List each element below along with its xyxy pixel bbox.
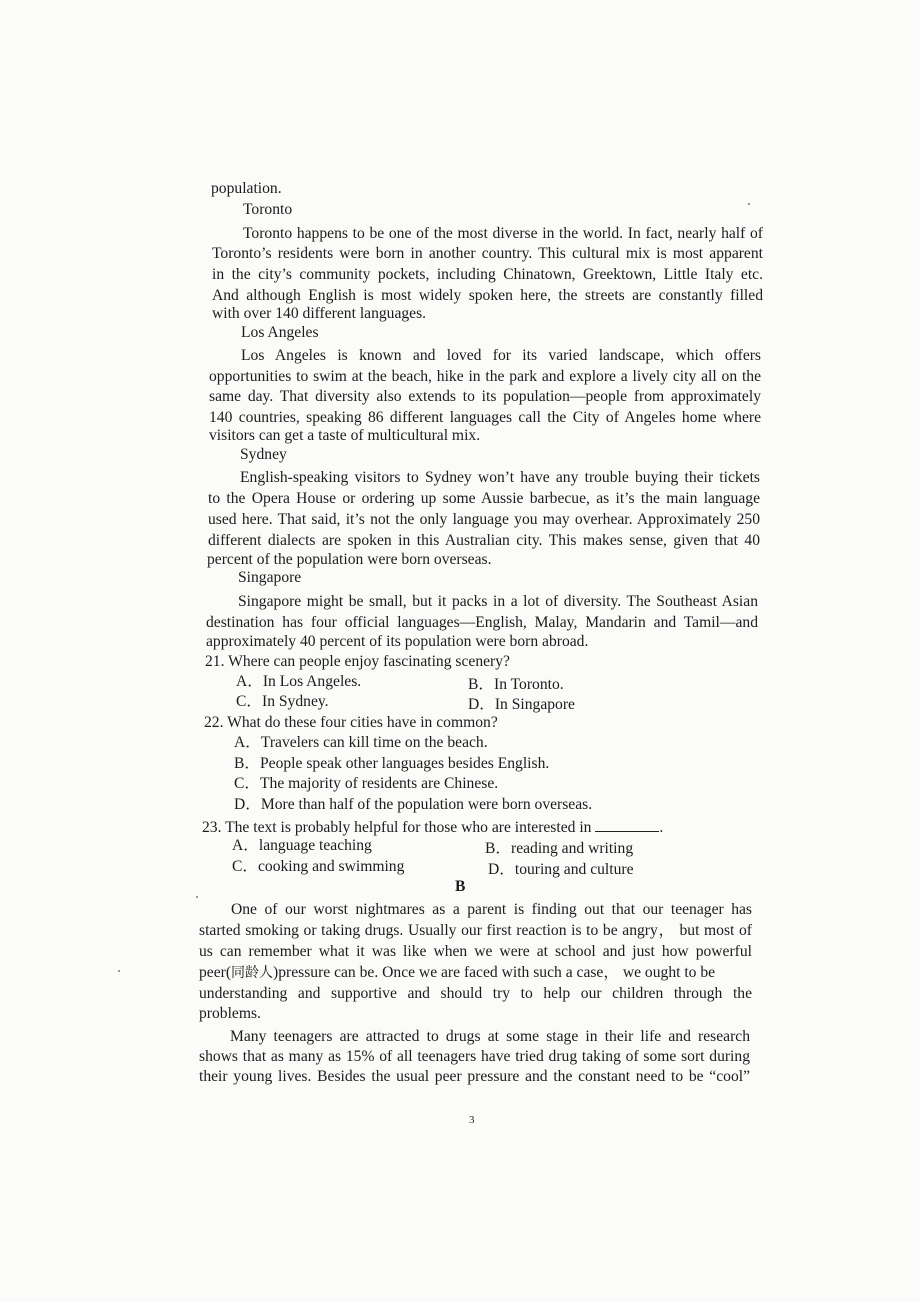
passage-b-p2-line-1: Many teenagers are attracted to drugs at some stage in their life and research	[230, 1028, 750, 1045]
q22-option-a: A．Travelers can kill time on the beach.	[234, 734, 488, 751]
la-line-1: Los Angeles is known and loved for its varied landscape, which offers	[241, 347, 761, 364]
q22-option-b: B．People speak other languages besides English.	[234, 755, 550, 772]
passage-b-p1-line-1: One of our worst nightmares as a parent is finding out that our teenager has	[231, 901, 752, 918]
question-21-stem: 21. Where can people enjoy fascinating scenery?	[205, 653, 510, 670]
sydney-line-1: English-speaking visitors to Sydney won’t have any trouble buying their tickets	[240, 469, 760, 486]
q22-option-d: D．More than half of the population were born overseas.	[234, 796, 593, 813]
city-heading-singapore: Singapore	[238, 569, 302, 586]
scan-speck	[118, 970, 120, 972]
q21-option-d: D．In Singapore	[468, 696, 575, 713]
scan-speck	[748, 203, 750, 205]
singapore-line-2: destination has four official languages—English, Malay, Mandarin and Tamil—and	[206, 614, 758, 631]
q23-option-b: B．reading and writing	[485, 840, 634, 857]
sydney-line-2: to the Opera House or ordering up some Aussie barbecue, as it’s the main language	[208, 490, 760, 507]
scan-speck	[196, 896, 198, 898]
q21-option-c: C．In Sydney.	[236, 693, 329, 710]
sydney-line-4: different dialects are spoken in this Australian city. This makes sense, given that 40	[208, 532, 760, 549]
passage-b-heading: B	[455, 878, 466, 895]
passage-b-p1-line-4	[199, 963, 752, 983]
singapore-line-3: approximately 40 percent of its population were born abroad.	[206, 633, 589, 650]
singapore-line-1: Singapore might be small, but it packs in a lot of diversity. The Southeast Asian	[238, 593, 758, 610]
city-heading-los-angeles: Los Angeles	[241, 324, 319, 341]
la-line-3: same day. That diversity also extends to its population—people from approximately	[209, 388, 761, 405]
toronto-line-3: in the city’s community pockets, including Chinatown, Greektown, Little Italy etc.	[212, 266, 763, 283]
question-23-stem	[202, 817, 663, 838]
sydney-line-3: used here. That said, it’s not the only language you may overhear. Approximately 250	[208, 511, 760, 528]
pressure-text: )pressure can be. Once we are faced with such a case， we ought to be	[273, 964, 716, 981]
toronto-line-5: with over 140 different languages.	[212, 305, 427, 322]
page-number: 3	[469, 1114, 475, 1126]
passage-b-p1-line-3: us can remember what it was like when we were at school and just how powerful	[199, 943, 752, 960]
q23-stem-end: .	[659, 819, 664, 836]
la-line-4: 140 countries, speaking 86 different languages call the City of Angeles home where	[209, 409, 761, 426]
passage-b-p1-line-2: started smoking or taking drugs. Usually our first reaction is to be angry， but most of	[199, 922, 752, 939]
la-line-5: visitors can get a taste of multicultural mix.	[209, 427, 481, 444]
passage-b-p2-line-3: their young lives. Besides the usual peer pressure and the constant need to be “cool”	[199, 1068, 750, 1085]
q22-option-c: C．The majority of residents are Chinese.	[234, 775, 499, 792]
toronto-line-2: Toronto’s residents were born in another country. This cultural mix is most apparent	[212, 245, 763, 262]
city-heading-toronto: Toronto	[243, 201, 293, 218]
toronto-line-1: Toronto happens to be one of the most diverse in the world. In fact, nearly half of	[243, 225, 763, 242]
passage-b-p2-line-2: shows that as many as 15% of all teenagers have tried drug taking of some sort during	[199, 1048, 750, 1065]
q23-stem-text: 23. The text is probably helpful for those who are interested in	[202, 819, 592, 836]
passage-b-p1-line-6: problems.	[199, 1005, 261, 1022]
peer-chinese-gloss: 同龄人	[231, 965, 274, 981]
city-heading-sydney: Sydney	[240, 446, 287, 463]
sydney-line-5: percent of the population were born overseas.	[207, 551, 492, 568]
q21-option-b: B．In Toronto.	[468, 676, 564, 693]
q23-option-c: C．cooking and swimming	[232, 858, 405, 875]
carry-over-line: population.	[211, 180, 282, 197]
answer-blank	[595, 817, 659, 832]
q23-option-d: D．touring and culture	[488, 861, 634, 878]
question-22-stem: 22. What do these four cities have in common?	[204, 714, 498, 731]
la-line-2: opportunities to swim at the beach, hike in the park and explore a lively city all on the	[209, 368, 761, 385]
q21-option-a: A．In Los Angeles.	[236, 673, 362, 690]
toronto-line-4: And although English is most widely spoken here, the streets are constantly filled	[212, 287, 763, 304]
q23-option-a: A．language teaching	[232, 837, 372, 854]
peer-text: peer(	[199, 964, 232, 981]
passage-b-p1-line-5: understanding and supportive and should try to help our children through the	[199, 985, 752, 1002]
